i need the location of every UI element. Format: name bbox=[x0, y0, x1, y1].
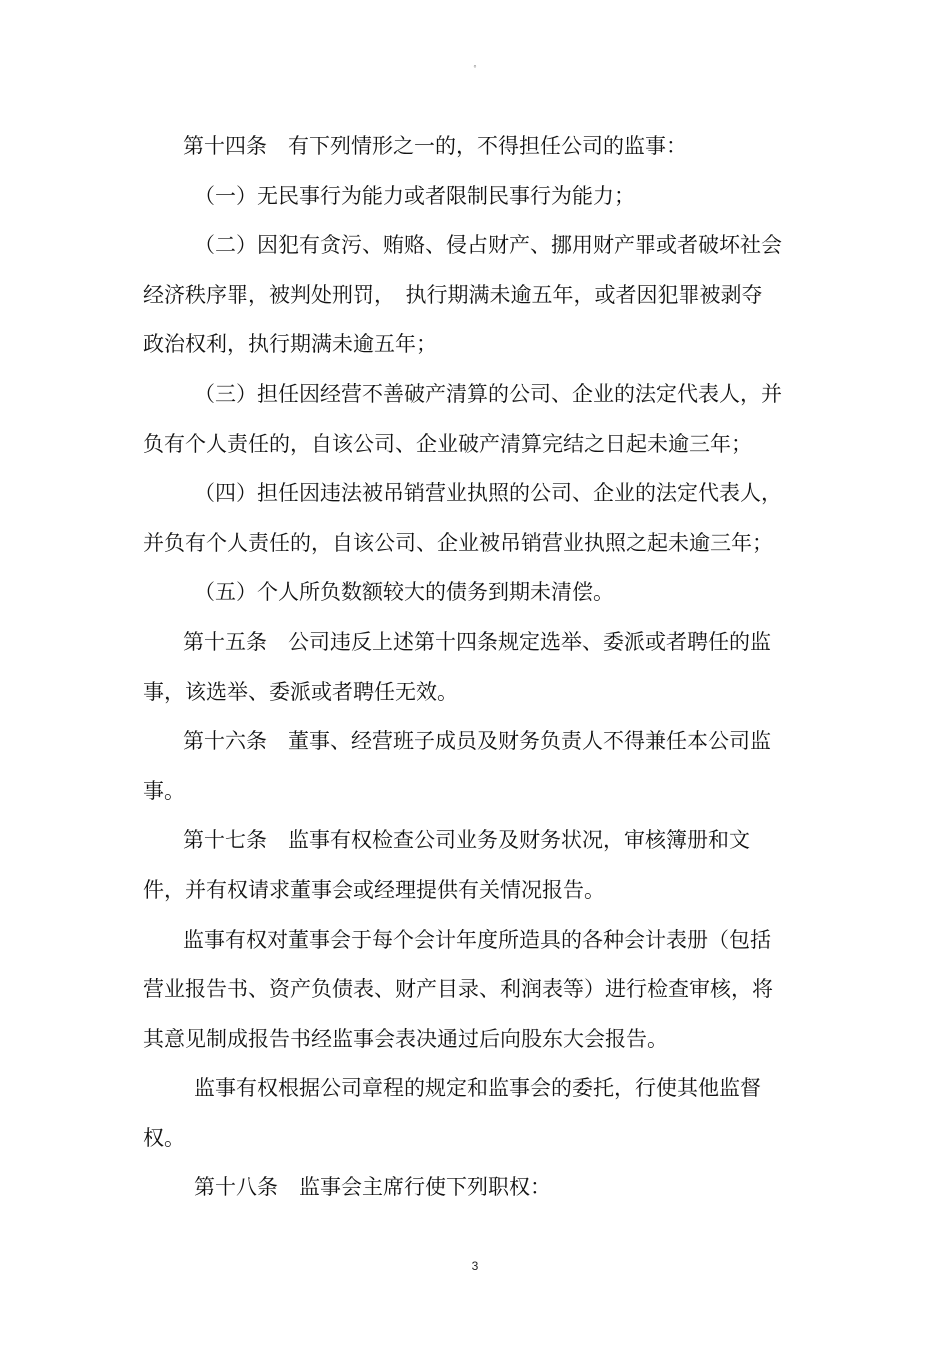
article-14-heading: 第十四条 有下列情形之一的，不得担任公司的监事： bbox=[183, 134, 687, 158]
article-18-heading: 第十八条 监事会主席行使下列职权： bbox=[194, 1175, 551, 1200]
article-15: 第十五条 公司违反上述第十四条规定选举、委派或者聘任的监事，该选举、委派或者聘任无效。 bbox=[143, 629, 771, 704]
article-14-item-2: （二）因犯有贪污、贿赂、侵占财产、挪用财产罪或者破坏社会经济秩序罪，被判处刑罚， 执行期满未逾五年，或者因犯罪被剥夺政治权利，执行期满未逾五年； bbox=[143, 233, 782, 357]
article-17-clause-2: 监事有权对董事会于每个会计年度所造具的各种会计表册（包括营业报告书、资产负债表、财产目录、利润表等）进行检查审核，将其意见制成报告书经监事会表决通过后向股东大会报告。 bbox=[143, 927, 773, 1051]
article-16: 第十六条 董事、经营班子成员及财务负责人不得兼任本公司监事。 bbox=[143, 729, 771, 803]
article-14-item-3: （三）担任因经营不善破产清算的公司、企业的法定代表人，并负有个人责任的，自该公司、企业破产清算完结之日起未逾三年； bbox=[143, 381, 782, 456]
article-14-item-5: （五）个人所负数额较大的债务到期未清偿。 bbox=[194, 580, 614, 605]
article-17-clause-3: 监事有权根据公司章程的规定和监事会的委托，行使其他监督权。 bbox=[143, 1076, 761, 1150]
header-mark: ° bbox=[473, 64, 477, 73]
article-14-item-4: （四）担任因违法被吊销营业执照的公司、企业的法定代表人，并负有个人责任的，自该公司、企业被吊销营业执照之起未逾三年； bbox=[143, 481, 782, 555]
article-17: 第十七条 监事有权检查公司业务及财务状况，审核簿册和文件，并有权请求董事会或经理提供有关情况报告。 bbox=[143, 828, 750, 902]
article-14-item-1: （一）无民事行为能力或者限制民事行为能力； bbox=[194, 183, 635, 208]
page-number: 3 bbox=[471, 1259, 479, 1273]
document-body bbox=[143, 122, 783, 1213]
